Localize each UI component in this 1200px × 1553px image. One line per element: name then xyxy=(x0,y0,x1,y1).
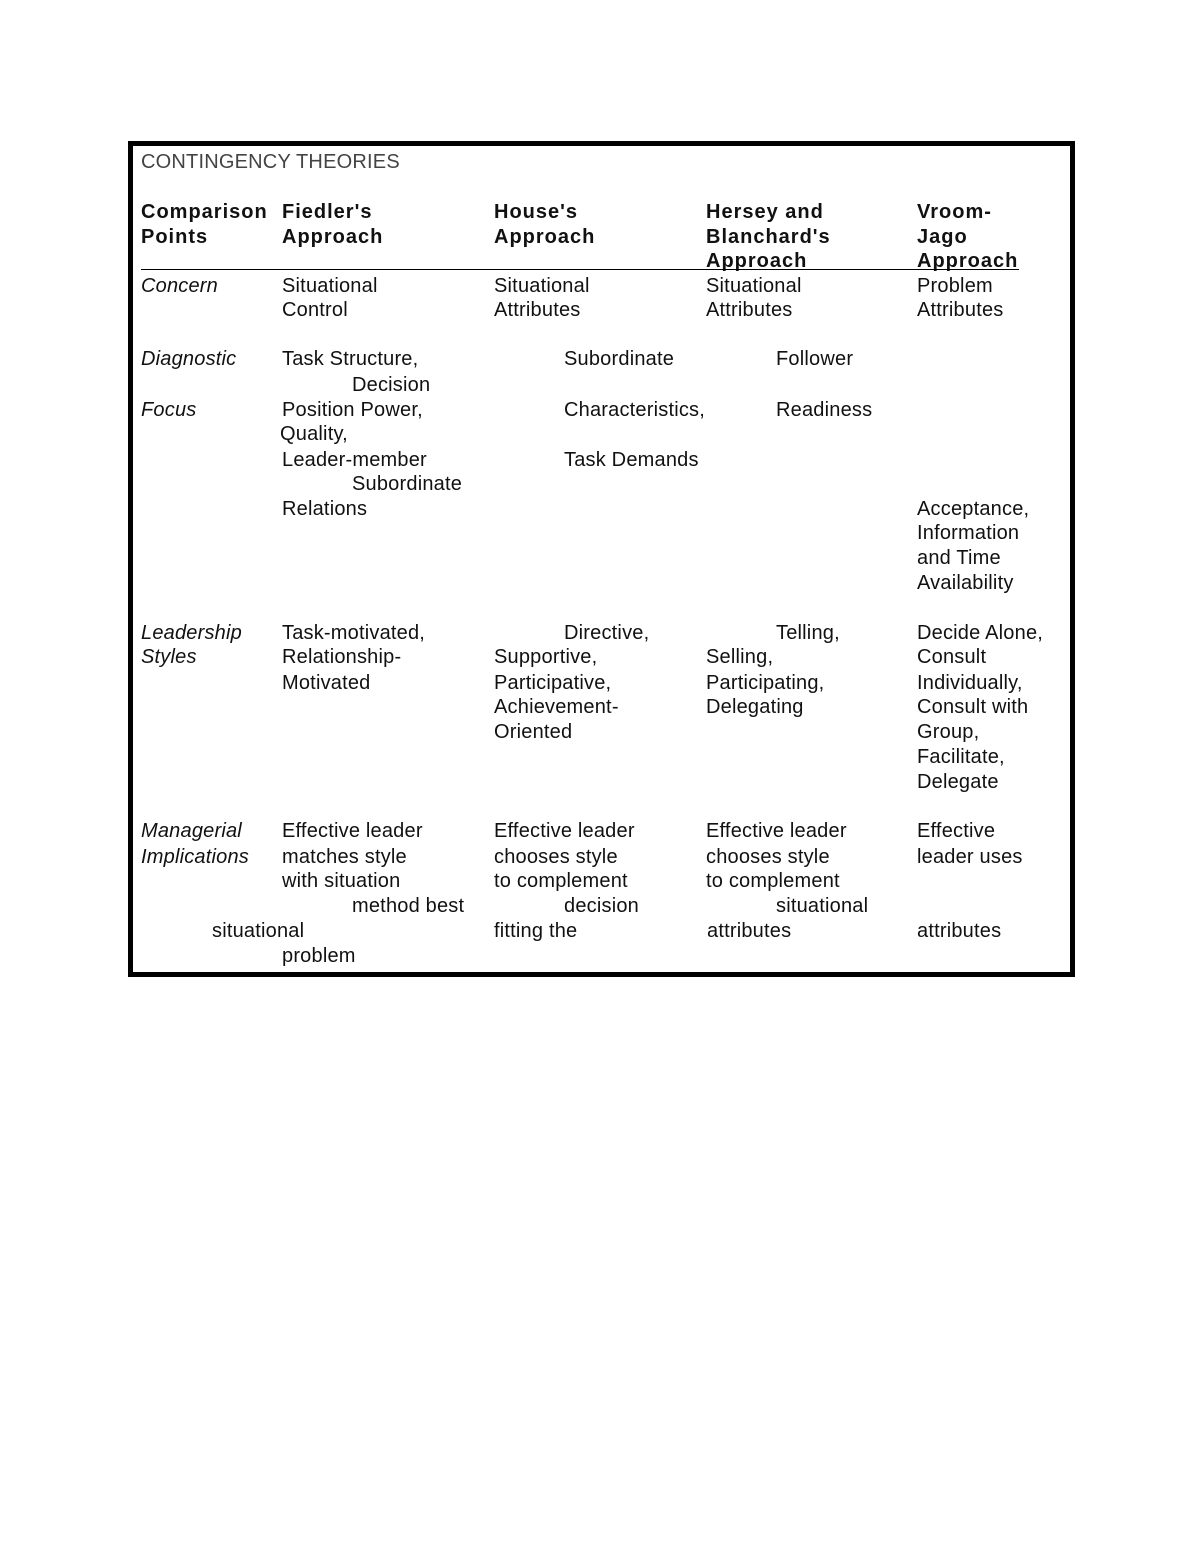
header-comparison-line1: Comparison xyxy=(141,201,268,223)
header-vroom-line1: Vroom- xyxy=(917,201,992,223)
concern-hersey-line2: Attributes xyxy=(706,299,793,321)
leadership-vroom-line7: Delegate xyxy=(917,771,999,793)
managerial-hersey-line5: attributes xyxy=(707,920,792,942)
concern-house-line2: Attributes xyxy=(494,299,581,321)
header-house-line1: House's xyxy=(494,201,579,223)
managerial-house-line3: to complement xyxy=(494,870,628,892)
table-title: CONTINGENCY THEORIES xyxy=(141,151,400,173)
leadership-fiedler-line2: Relationship- xyxy=(282,646,402,668)
leadership-house-line4: Achievement- xyxy=(494,696,619,718)
header-comparison-line2: Points xyxy=(141,226,209,248)
diagnostic-hersey-line1: Follower xyxy=(776,348,854,370)
row-label-styles: Styles xyxy=(141,646,197,668)
managerial-fiedler-line3: with situation xyxy=(282,870,401,892)
diagnostic-fiedler-line3: Position Power, xyxy=(282,399,423,421)
leadership-hersey-line2: Selling, xyxy=(706,646,774,668)
concern-fiedler-line1: Situational xyxy=(282,275,378,297)
managerial-vroom-line2: leader uses xyxy=(917,846,1023,868)
diagnostic-fiedler-line2: Decision xyxy=(352,374,431,396)
leadership-hersey-line4: Delegating xyxy=(706,696,804,718)
concern-house-line1: Situational xyxy=(494,275,590,297)
leadership-vroom-line3: Individually, xyxy=(917,672,1023,694)
diagnostic-house-line1: Subordinate xyxy=(564,348,675,370)
row-label-focus: Focus xyxy=(141,399,197,421)
diagnostic-fiedler-line5: Leader-member xyxy=(282,449,427,471)
header-hersey-line3: Approach xyxy=(706,250,808,272)
header-fiedler-line1: Fiedler's xyxy=(282,201,373,223)
leadership-vroom-line5: Group, xyxy=(917,721,980,743)
diagnostic-fiedler-line4: Quality, xyxy=(280,423,348,445)
header-underline xyxy=(141,269,1019,270)
managerial-fiedler-line5: situational xyxy=(212,920,305,942)
diagnostic-vroom-line3: and Time xyxy=(917,547,1001,569)
header-fiedler-line2: Approach xyxy=(282,226,384,248)
diagnostic-vroom-line1: Acceptance, xyxy=(917,498,1030,520)
leadership-hersey-line3: Participating, xyxy=(706,672,825,694)
leadership-vroom-line4: Consult with xyxy=(917,696,1029,718)
row-label-managerial: Managerial xyxy=(141,820,242,842)
leadership-hersey-line1: Telling, xyxy=(776,622,840,644)
row-label-concern: Concern xyxy=(141,275,218,297)
managerial-house-line5: fitting the xyxy=(494,920,578,942)
managerial-fiedler-line4: method best xyxy=(352,895,465,917)
concern-vroom-line1: Problem xyxy=(917,275,993,297)
managerial-house-line4: decision xyxy=(564,895,639,917)
managerial-vroom-line1: Effective xyxy=(917,820,996,842)
diagnostic-vroom-line2: Information xyxy=(917,522,1020,544)
leadership-vroom-line6: Facilitate, xyxy=(917,746,1005,768)
concern-vroom-line2: Attributes xyxy=(917,299,1004,321)
concern-hersey-line1: Situational xyxy=(706,275,802,297)
leadership-fiedler-line3: Motivated xyxy=(282,672,371,694)
managerial-hersey-line2: chooses style xyxy=(706,846,830,868)
diagnostic-vroom-line4: Availability xyxy=(917,572,1014,594)
leadership-fiedler-line1: Task-motivated, xyxy=(282,622,426,644)
managerial-house-line1: Effective leader xyxy=(494,820,635,842)
diagnostic-house-line3: Task Demands xyxy=(564,449,699,471)
row-label-implications: Implications xyxy=(141,846,249,868)
header-vroom-line2: Jago xyxy=(917,226,968,248)
managerial-hersey-line4: situational xyxy=(776,895,869,917)
header-hersey-line2: Blanchard's xyxy=(706,226,831,248)
managerial-fiedler-line1: Effective leader xyxy=(282,820,423,842)
leadership-vroom-line2: Consult xyxy=(917,646,987,668)
managerial-house-line2: chooses style xyxy=(494,846,618,868)
managerial-vroom-line3: attributes xyxy=(917,920,1002,942)
diagnostic-fiedler-line7: Relations xyxy=(282,498,368,520)
row-label-leadership: Leadership xyxy=(141,622,242,644)
managerial-hersey-line3: to complement xyxy=(706,870,840,892)
leadership-house-line5: Oriented xyxy=(494,721,573,743)
managerial-hersey-line1: Effective leader xyxy=(706,820,847,842)
diagnostic-house-line2: Characteristics, xyxy=(564,399,706,421)
managerial-fiedler-line6: problem xyxy=(282,945,356,967)
diagnostic-fiedler-line1: Task Structure, xyxy=(282,348,419,370)
leadership-vroom-line1: Decide Alone, xyxy=(917,622,1044,644)
concern-fiedler-line2: Control xyxy=(282,299,348,321)
header-hersey-line1: Hersey and xyxy=(706,201,824,223)
leadership-house-line3: Participative, xyxy=(494,672,612,694)
header-vroom-line3: Approach xyxy=(917,250,1019,272)
managerial-fiedler-line2: matches style xyxy=(282,846,407,868)
diagnostic-hersey-line2: Readiness xyxy=(776,399,873,421)
leadership-house-line2: Supportive, xyxy=(494,646,598,668)
header-house-line2: Approach xyxy=(494,226,596,248)
row-label-diagnostic: Diagnostic xyxy=(141,348,237,370)
leadership-house-line1: Directive, xyxy=(564,622,650,644)
diagnostic-fiedler-line6: Subordinate xyxy=(352,473,463,495)
